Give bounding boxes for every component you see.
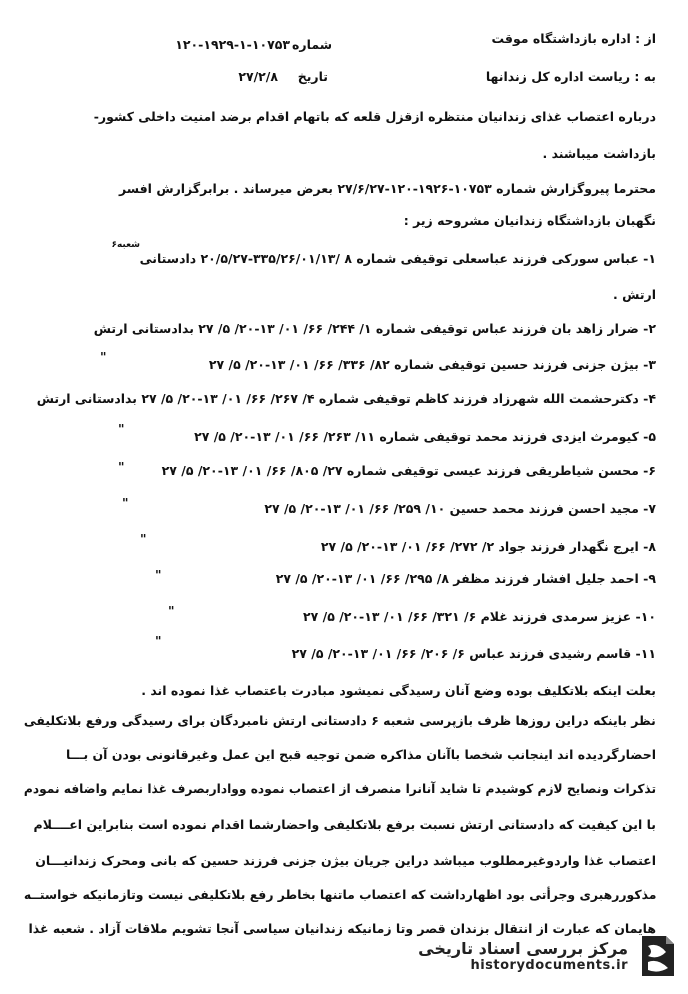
list-item: ۱۰- عزیز سرمدی فرزند غلام ۶/ ۳۲۱/ ۶۶/ ۰۱/ ۱۳-۲۰/ ۵/ ۲۷ (303, 609, 656, 624)
ditto-mark: " (118, 421, 125, 436)
list-item: ۸- ایرج نگهدار فرزند جواد ۲/ ۲۷۲/ ۶۶/ ۰۱/ ۱۳-۲۰/ ۵/ ۲۷ (320, 539, 656, 554)
superscript-note: شعبه۶ (111, 240, 140, 250)
header-from: از : اداره بازداشتگاه موقت (491, 31, 656, 46)
ditto-mark: " (140, 531, 147, 546)
list-item: ۲- ضرار زاهد بان فرزند عباس توقیفی شماره ۱/ ۲۴۴/ ۶۶/ ۰۱/ ۱۳-۲۰/ ۵/ ۲۷ بدادستانی ارتش (93, 321, 656, 336)
intro-line-2: بازداشت میباشند . (542, 146, 656, 161)
paragraph-2-line: اعتصاب غذا واردوغیرمطلوب میباشد دراین جریان بیژن جزنی فرزند حسین که بانی ومحرک زندانیـــان (35, 853, 656, 868)
list-item: ۹- احمد جلیل افشار فرزند مظفر ۸/ ۲۹۵/ ۶۶/ ۰۱/ ۱۳-۲۰/ ۵/ ۲۷ (275, 571, 656, 586)
intro-line-4: نگهبان بازداشتگاه زندانیان مشروحه زیر : (403, 213, 656, 228)
watermark-text (418, 939, 628, 973)
list-item: ۶- محسن شیاطریقی فرزند عیسی توقیفی شماره ۲۷/ ۸۰۵/ ۶۶/ ۰۱/ ۱۳-۲۰/ ۵/ ۲۷ (161, 463, 656, 478)
watermark-en: historydocuments.ir (470, 958, 628, 973)
ditto-mark: " (155, 633, 162, 648)
intro-line-1: درباره اعتصاب غذای زندانیان منتظره ازقزل قلعه که باتهام اقدام برضد امنیت داخلی کشور- (93, 109, 656, 124)
header-ref-label: شماره (292, 37, 332, 52)
ditto-mark: " (155, 567, 162, 582)
list-item: ۱- عباس سورکی فرزند عباسعلی توقیفی شماره ۸ /۳۳۵/۲۶/۰۱/۱۳-۲۰/۵/۲۷ دادستانی (139, 251, 656, 266)
list-item-continuation: ارتش . (613, 287, 656, 302)
header-date-label: تاریخ (297, 69, 328, 84)
paragraph-2-line: نظر باینکه دراین روزها ظرف بازپرسی شعبه ۶ دادستانی ارتش نامبردگان برای رسیدگی ورفع بلاتکلیفی (24, 713, 656, 728)
header-to: به : ریاست اداره کل زندانها (485, 69, 656, 84)
list-item: ۱۱- قاسم رشیدی فرزند عباس ۶/ ۲۰۶/ ۶۶/ ۰۱/ ۱۳-۲۰/ ۵/ ۲۷ (291, 646, 656, 661)
list-item: ۴- دکترحشمت الله شهرزاد فرزند کاظم توقیفی شماره ۴/ ۲۶۷/ ۶۶/ ۰۱/ ۱۳-۲۰/ ۵/ ۲۷ بدادستانی ارتش (36, 391, 656, 406)
paragraph-2-line: تذکرات ونصایح لازم کوشیدم تا شاید آنانرا منصرف از اعتصاب نموده وواداربصرف غذا نمایم واضافه نمودم (23, 781, 656, 796)
paragraph-2-line: هایمان که عبارت از انتقال بزندان قصر وتا زمانیکه زندانیان سیاسی آنجا تشویم ملاقات آزاد . شعبه غذا (28, 921, 656, 936)
archive-logo-icon (636, 932, 680, 980)
paragraph-2-line: مذکوررهبری وجرأتی بود اظهارداشت که اعتصاب ماتنها بخاطر رفع بلاتکلیفی نیست وتازمانیکه خواستــه (23, 887, 656, 902)
header-ref-number: ۱۲۰-۱۹۲۹-۱-۱۰۷۵۳ (175, 37, 290, 52)
ditto-mark: " (118, 459, 125, 474)
list-item: ۵- کیومرث ایزدی فرزند محمد توقیفی شماره ۱۱/ ۲۶۳/ ۶۶/ ۰۱/ ۱۳-۲۰/ ۵/ ۲۷ (194, 429, 656, 444)
header-date: ۲۷/۲/۸ (238, 69, 278, 84)
list-item: ۳- بیژن جزنی فرزند حسین توقیفی شماره ۸۲/ ۳۳۶/ ۶۶/ ۰۱/ ۱۳-۲۰/ ۵/ ۲۷ (208, 357, 656, 372)
ditto-mark: " (168, 603, 175, 618)
intro-line-3: محترما پیروگزارش شماره ۱۰۷۵۳-۱۹۲۶-۱۲۰-۲۷/۶/۲۷ بعرض میرساند . برابرگزارش افسر (119, 181, 656, 196)
list-item: ۷- مجید احسن فرزند محمد حسین ۱۰/ ۲۵۹/ ۶۶/ ۰۱/ ۱۳-۲۰/ ۵/ ۲۷ (264, 501, 656, 516)
paragraph-2-line: احضارگردیده اند اینجانب شخصا باآنان مذاکره ضمن توجیه قبح این عمل وغیرقانونی بودن آن بـــا (65, 747, 656, 762)
watermark (410, 926, 680, 986)
paragraph-2-line: با این کیفیت که دادستانی ارتش نسبت برفع بلاتکلیفی واحضارشما اقدام نموده است بنابراین اعــــلام (33, 817, 656, 832)
ditto-mark: " (100, 349, 107, 364)
paragraph-1: بعلت اینکه بلاتکلیف بوده وضع آنان رسیدگی نمیشود مبادرت باعتصاب غذا نموده اند . (141, 683, 656, 698)
ditto-mark: " (122, 495, 129, 510)
watermark-fa: مرکز بررسی اسناد تاریخی (418, 939, 628, 958)
